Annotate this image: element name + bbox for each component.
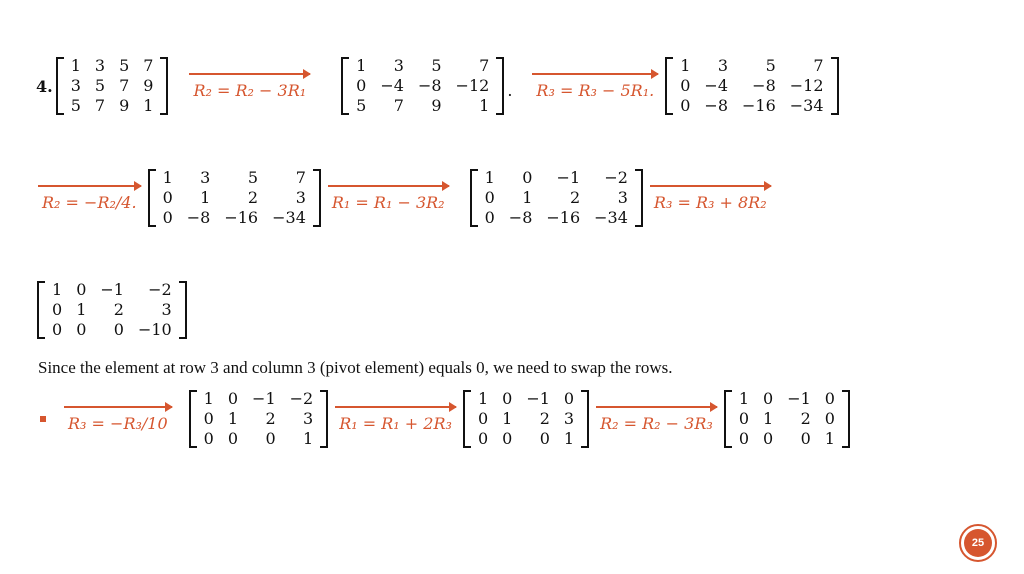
matrix-cell: 1	[502, 409, 513, 428]
matrix-row	[349, 56, 496, 76]
arrow-icon	[38, 185, 141, 187]
matrix-cell: −8	[752, 76, 776, 95]
matrix-cell: −12	[789, 76, 824, 95]
matrix-cell: 5	[119, 56, 130, 75]
matrix-cell: 5	[70, 96, 81, 115]
step-row-4	[38, 389, 851, 449]
matrix-cell: 9	[119, 96, 130, 115]
matrix-row	[732, 389, 842, 409]
matrix-row	[64, 56, 161, 76]
matrix	[664, 56, 839, 116]
matrix-row	[197, 389, 321, 409]
matrix-cell: 1	[76, 300, 87, 319]
matrix	[723, 389, 851, 449]
matrix-cell: 5	[431, 56, 442, 75]
matrix-cell: 3	[393, 56, 404, 75]
matrix	[188, 389, 330, 449]
matrix-cell: −2	[148, 280, 172, 299]
matrix-row	[45, 320, 179, 340]
matrix	[469, 168, 644, 228]
matrix-cell: 2	[113, 300, 124, 319]
operation-label: R₃ = R₃ + 8R₂	[653, 192, 767, 212]
matrix	[340, 56, 505, 116]
matrix-cell: 0	[824, 409, 835, 428]
row-operation	[650, 185, 771, 212]
matrix-cell: 0	[113, 320, 124, 339]
matrix-cell: 5	[94, 76, 106, 95]
matrix-cell: −4	[380, 76, 404, 95]
matrix-cell: 0	[738, 409, 749, 428]
matrix-cell: 0	[502, 429, 513, 448]
matrix-cell: −16	[224, 208, 259, 227]
row-operation	[189, 73, 310, 100]
matrix-cell: 1	[824, 429, 835, 448]
explanation-text: Since the element at row 3 and column 3 (pivot element) equals 0, we need to swap the rows.	[38, 358, 673, 377]
matrix-cell: 0	[76, 280, 87, 299]
matrix	[462, 389, 590, 449]
matrix	[147, 168, 322, 228]
matrix-row	[478, 188, 635, 208]
matrix-row	[732, 429, 842, 449]
matrix-cell: 9	[431, 96, 442, 115]
operation-label: R₂ = −R₂/4.	[42, 192, 137, 212]
arrow-icon	[335, 406, 456, 408]
matrix-cell: −34	[594, 208, 628, 227]
matrix-cell: 0	[763, 389, 774, 408]
matrix-cell: −34	[789, 96, 824, 115]
page-number-badge	[959, 524, 997, 562]
matrix-cell: −1	[526, 389, 550, 408]
matrix-cell: −8	[508, 208, 533, 227]
matrix-cell: 3	[717, 56, 728, 75]
operation-label: R₂ = R₂ − 3R₃	[600, 413, 713, 433]
matrix-cell: 3	[161, 300, 172, 319]
matrix-cell: 1	[563, 429, 575, 448]
matrix-cell: −4	[704, 76, 728, 95]
matrix-cell: 0	[52, 300, 63, 319]
matrix-cell: 7	[295, 168, 306, 187]
matrix-cell: 5	[765, 56, 776, 75]
matrix-row	[64, 96, 161, 116]
matrix-row	[45, 280, 179, 300]
matrix-cell: −1	[100, 280, 124, 299]
matrix-row	[197, 429, 321, 449]
matrix-row	[45, 300, 179, 320]
matrix-row	[156, 188, 313, 208]
matrix-cell: 1	[680, 56, 691, 75]
matrix-cell: 7	[119, 76, 130, 95]
row-operation	[532, 73, 658, 100]
arrow-icon	[64, 406, 172, 408]
matrix-row	[471, 389, 581, 409]
matrix-row	[349, 76, 496, 96]
row-operation	[596, 406, 717, 433]
matrix-cell: 7	[94, 96, 106, 115]
arrow-icon	[596, 406, 717, 408]
matrix	[55, 56, 170, 116]
matrix-cell: 1	[738, 389, 749, 408]
matrix-cell: 2	[539, 409, 550, 428]
matrix-cell: −2	[604, 168, 628, 187]
arrow-icon	[189, 73, 310, 75]
matrix-cell: 3	[94, 56, 106, 75]
matrix-cell: −8	[186, 208, 211, 227]
matrix-cell: 3	[295, 188, 306, 207]
matrix-cell: 0	[502, 389, 513, 408]
matrix-cell: 1	[477, 389, 489, 408]
matrix-cell: 1	[52, 280, 63, 299]
matrix-cell: −12	[455, 76, 490, 95]
matrix-cell: 3	[303, 409, 314, 428]
matrix-row	[732, 409, 842, 429]
matrix-cell: 0	[484, 188, 495, 207]
matrix-cell: 1	[484, 168, 495, 187]
matrix-cell: −34	[272, 208, 306, 227]
matrix-cell: −8	[417, 76, 442, 95]
matrix	[36, 280, 188, 340]
matrix-row	[673, 76, 830, 96]
matrix-cell: 0	[800, 429, 811, 448]
arrow-icon	[650, 185, 771, 187]
matrix-cell: 0	[203, 429, 214, 448]
bullet-icon	[40, 416, 46, 422]
matrix-cell: 1	[203, 389, 214, 408]
operation-label: R₃ = R₃ − 5R₁.	[536, 80, 655, 100]
matrix-cell: 0	[76, 320, 87, 339]
matrix-cell: 3	[617, 188, 628, 207]
matrix-cell: −8	[704, 96, 728, 115]
matrix-row	[673, 96, 830, 116]
matrix-cell: 7	[143, 56, 154, 75]
matrix-cell: 2	[569, 188, 581, 207]
matrix-row	[197, 409, 321, 429]
operation-label: R₁ = R₁ − 3R₂	[331, 192, 445, 212]
matrix-cell: 2	[247, 188, 259, 207]
matrix-row	[471, 429, 581, 449]
matrix-cell: 3	[200, 168, 211, 187]
matrix-cell: 5	[356, 96, 367, 115]
matrix-cell: 0	[563, 389, 575, 408]
matrix-cell: 2	[265, 409, 276, 428]
matrix-cell: 9	[143, 76, 154, 95]
matrix-cell: 1	[356, 56, 367, 75]
matrix-cell: 0	[227, 389, 239, 408]
matrix-cell: 1	[522, 188, 533, 207]
matrix-cell: 0	[203, 409, 214, 428]
separator: .	[507, 81, 513, 100]
matrix-cell: −1	[787, 389, 811, 408]
matrix-cell: 1	[200, 188, 211, 207]
operation-label: R₂ = R₂ − 3R₁	[193, 80, 307, 100]
matrix-cell: 0	[484, 208, 495, 227]
matrix-cell: 1	[162, 168, 173, 187]
matrix-cell: −10	[137, 320, 172, 339]
matrix-row	[471, 409, 581, 429]
step-row-2	[38, 168, 777, 228]
matrix-cell: 1	[303, 429, 314, 448]
matrix-row	[478, 208, 635, 228]
matrix-row	[64, 76, 161, 96]
operation-label: R₁ = R₁ + 2R₃	[339, 413, 452, 433]
matrix-cell: 0	[539, 429, 550, 448]
matrix-cell: 0	[265, 429, 276, 448]
matrix-cell: 0	[680, 76, 691, 95]
matrix-cell: 1	[763, 409, 774, 428]
matrix-cell: 3	[563, 409, 575, 428]
matrix-cell: 0	[477, 409, 489, 428]
row-operation	[335, 406, 456, 433]
matrix-cell: 5	[247, 168, 259, 187]
problem-label: 4.	[36, 76, 53, 96]
step-row-1	[36, 56, 840, 116]
matrix-cell: 0	[763, 429, 774, 448]
matrix-cell: −16	[546, 208, 581, 227]
matrix-row	[673, 56, 830, 76]
page-number: 25	[964, 529, 992, 557]
matrix-cell: 0	[356, 76, 367, 95]
matrix-cell: −2	[289, 389, 314, 408]
matrix-cell: 0	[738, 429, 749, 448]
matrix-row	[349, 96, 496, 116]
row-operation	[328, 185, 449, 212]
matrix-cell: 0	[52, 320, 63, 339]
matrix-cell: 0	[162, 188, 173, 207]
row-operation	[64, 406, 172, 433]
matrix-row	[478, 168, 635, 188]
arrow-icon	[328, 185, 449, 187]
matrix-cell: 1	[70, 56, 81, 75]
arrow-icon	[532, 73, 658, 75]
step-row-3	[36, 280, 188, 340]
matrix-cell: 7	[393, 96, 404, 115]
matrix-cell: 7	[479, 56, 490, 75]
matrix-cell: 0	[522, 168, 533, 187]
matrix-cell: −1	[252, 389, 276, 408]
matrix-cell: 0	[227, 429, 239, 448]
matrix-cell: 2	[800, 409, 811, 428]
matrix-cell: 0	[680, 96, 691, 115]
matrix-cell: 0	[824, 389, 835, 408]
row-operation	[38, 185, 141, 212]
matrix-cell: 0	[477, 429, 489, 448]
matrix-cell: −16	[742, 96, 776, 115]
matrix-cell: 1	[143, 96, 154, 115]
matrix-cell: 3	[70, 76, 81, 95]
operation-label: R₃ = −R₃/10	[68, 413, 168, 433]
matrix-row	[156, 208, 313, 228]
matrix-row	[156, 168, 313, 188]
matrix-cell: 7	[813, 56, 824, 75]
matrix-cell: 1	[479, 96, 490, 115]
matrix-cell: 0	[162, 208, 173, 227]
matrix-cell: 1	[227, 409, 239, 428]
matrix-cell: −1	[556, 168, 581, 187]
